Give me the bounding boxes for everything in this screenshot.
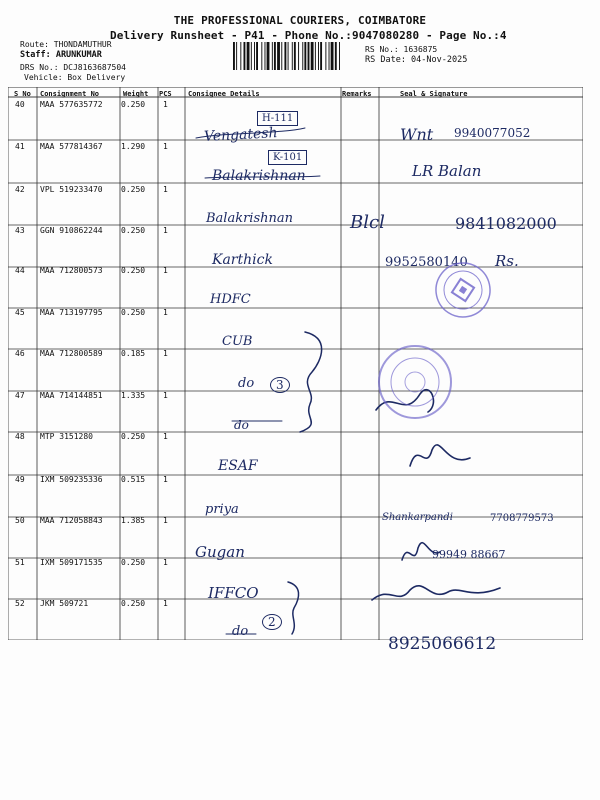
col-header-seal: Seal & Signature xyxy=(400,90,468,98)
row-weight: 0.515 xyxy=(121,475,146,484)
row-consignment-no: MAA 714144851 xyxy=(40,391,103,400)
row-weight: 1.335 xyxy=(121,391,146,400)
row-consignee-handwritten: IFFCO xyxy=(208,584,259,602)
drs-info xyxy=(20,63,126,83)
row-consignment-no: JKM 509721 xyxy=(40,599,89,608)
row-consignee-handwritten: ESAF xyxy=(218,458,258,474)
company-title: THE PROFESSIONAL COURIERS, COIMBATORE xyxy=(173,14,427,27)
row-pcs: 1 xyxy=(163,475,168,484)
row-sno: 47 xyxy=(15,391,25,400)
row-phone-handwritten: 8925066612 xyxy=(388,634,497,654)
row-sno: 45 xyxy=(15,308,25,317)
row-consignee-handwritten: do xyxy=(232,624,249,639)
row-signature: Blcl xyxy=(350,212,385,233)
row-consignment-no: GGN 910862244 xyxy=(40,226,103,235)
circled-count-note: 2 xyxy=(262,614,282,630)
row-weight: 0.250 xyxy=(121,226,146,235)
row-sno: 41 xyxy=(15,142,25,151)
row-consignee-handwritten: do xyxy=(234,418,249,432)
row-phone-handwritten: 7708779573 xyxy=(490,513,554,524)
row-signature: Rs. xyxy=(495,252,519,270)
row-signature: LR Balan xyxy=(412,162,482,180)
row-phone-handwritten: 99949 88667 xyxy=(432,548,506,561)
route-label: Route: THONDAMUTHUR xyxy=(20,40,112,49)
row-consignee-handwritten: Gugan xyxy=(195,543,245,561)
row-consignee-handwritten: Balakrishnan xyxy=(206,211,294,226)
row-signature: Wnt xyxy=(400,125,434,144)
row-box-note: H-111 xyxy=(257,111,298,126)
rs-info xyxy=(365,44,467,66)
row-consignment-no: IXM 509171535 xyxy=(40,558,103,567)
row-phone-handwritten: 9952580140 xyxy=(385,255,468,270)
col-header-sno: S No xyxy=(14,90,31,98)
row-consignee-handwritten: CUB xyxy=(222,334,253,349)
row-weight: 0.250 xyxy=(121,558,146,567)
row-consignee-handwritten: do xyxy=(238,376,255,391)
col-header-consignee: Consignee Details xyxy=(188,90,260,98)
row-consignment-no: MAA 713197795 xyxy=(40,308,103,317)
row-consignee-handwritten: Karthick xyxy=(212,252,273,268)
row-weight: 1.385 xyxy=(121,516,146,525)
vehicle-label: Vehicle: Box Delivery xyxy=(24,73,126,82)
barcode xyxy=(233,42,359,70)
row-consignment-no: MAA 712800573 xyxy=(40,266,103,275)
row-pcs: 1 xyxy=(163,432,168,441)
row-consignee-handwritten: Vengatesh xyxy=(203,125,278,145)
row-pcs: 1 xyxy=(163,185,168,194)
row-sno: 50 xyxy=(15,516,25,525)
route-info xyxy=(20,40,112,60)
row-sno: 52 xyxy=(15,599,25,608)
row-pcs: 1 xyxy=(163,226,168,235)
row-weight: 1.290 xyxy=(121,142,146,151)
col-header-remarks: Remarks xyxy=(342,90,372,98)
row-consignment-no: MAA 712800589 xyxy=(40,349,103,358)
row-pcs: 1 xyxy=(163,308,168,317)
row-phone-handwritten: 9940077052 xyxy=(454,126,531,140)
row-consignment-no: MAA 577814367 xyxy=(40,142,103,151)
drs-label: DRS No.: DCJ8163687504 xyxy=(20,63,126,72)
row-pcs: 1 xyxy=(163,349,168,358)
row-consignee-handwritten: Balakrishnan xyxy=(212,168,306,184)
row-sno: 40 xyxy=(15,100,25,109)
row-box-note: K-101 xyxy=(268,150,307,165)
row-weight: 0.250 xyxy=(121,185,146,194)
row-pcs: 1 xyxy=(163,266,168,275)
rs-date: RS Date: 04-Nov-2025 xyxy=(365,55,468,65)
col-header-pcs: PCS xyxy=(159,90,172,98)
row-sno: 43 xyxy=(15,226,25,235)
circled-count-note: 3 xyxy=(270,377,290,393)
row-weight: 0.185 xyxy=(121,349,146,358)
row-sno: 48 xyxy=(15,432,25,441)
rs-number: RS No.: 1636875 xyxy=(365,45,438,54)
row-sno: 46 xyxy=(15,349,25,358)
row-weight: 0.250 xyxy=(121,599,146,608)
row-sno: 44 xyxy=(15,266,25,275)
row-weight: 0.250 xyxy=(121,100,146,109)
row-weight: 0.250 xyxy=(121,432,146,441)
col-header-consignment: Consignment No xyxy=(40,90,100,98)
row-consignment-no: IXM 509235336 xyxy=(40,475,103,484)
row-pcs: 1 xyxy=(163,100,168,109)
row-consignee-handwritten: priya xyxy=(205,502,239,517)
row-sno: 49 xyxy=(15,475,25,484)
row-consignment-no: MAA 577635772 xyxy=(40,100,103,109)
row-pcs: 1 xyxy=(163,558,168,567)
row-weight: 0.250 xyxy=(121,308,146,317)
row-consignment-no: VPL 519233470 xyxy=(40,185,103,194)
row-sno: 42 xyxy=(15,185,25,194)
col-header-weight: Weight xyxy=(123,90,149,98)
staff-label: Staff: ARUNKUMAR xyxy=(20,50,102,60)
row-consignee-handwritten: HDFC xyxy=(210,292,251,307)
row-pcs: 1 xyxy=(163,142,168,151)
row-pcs: 1 xyxy=(163,516,168,525)
row-sno: 51 xyxy=(15,558,25,567)
row-consignment-no: MAA 712058843 xyxy=(40,516,103,525)
row-signature: Shankarpandi xyxy=(382,512,453,523)
row-pcs: 1 xyxy=(163,599,168,608)
row-weight: 0.250 xyxy=(121,266,146,275)
runsheet-title: Delivery Runsheet - P41 - Phone No.:9047080280 - Page No.:4 xyxy=(110,29,507,42)
row-consignment-no: MTP 3151280 xyxy=(40,432,93,441)
row-pcs: 1 xyxy=(163,391,168,400)
row-phone-handwritten: 9841082000 xyxy=(455,214,557,233)
